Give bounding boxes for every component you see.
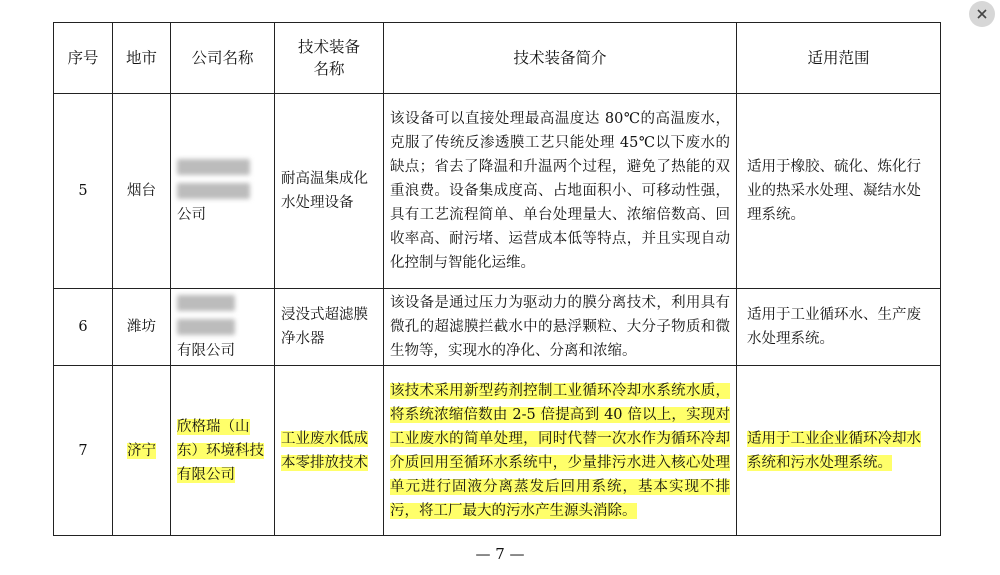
equipment-table (53, 22, 941, 536)
page-number: — 7 — (475, 545, 525, 563)
header-row (54, 23, 941, 94)
header-city: 地市 (113, 23, 171, 94)
row-equipment: 耐高温集成化水处理设备 (275, 94, 384, 289)
company-name: 有限公司 (177, 343, 235, 359)
row-company (171, 94, 275, 289)
table-row (54, 366, 941, 536)
row-equipment: 工业废水低成本零排放技术 (275, 366, 384, 536)
row-intro: 该设备可以直接处理最高温度达 80℃的高温废水，克服了传统反渗透膜工艺只能处理 45℃以下废水的缺点；省去了降温和升温两个过程，避免了热能的双重浪费。设备集成度高、占地面积小、可移动性强，具有工艺流程简单、单台处理量大、浓缩倍数高、回收率高、耐污堵、运营成本低等特点，并且实现自动化控制与智能化运维。 (384, 94, 737, 289)
redacted-text (177, 319, 235, 335)
row-city: 济宁 (113, 366, 171, 536)
header-scope: 适用范围 (737, 23, 941, 94)
header-equipment: 技术装备名称 (275, 23, 384, 94)
company-name: 公司 (177, 207, 206, 223)
row-scope: 适用于工业企业循环冷却水系统和污水处理系统。 (737, 366, 941, 536)
row-equipment: 浸没式超滤膜净水器 (275, 289, 384, 366)
row-company: 欣格瑞（山东）环境科技有限公司 (171, 366, 275, 536)
row-no: 6 (54, 289, 113, 366)
row-no: 7 (54, 366, 113, 536)
redacted-text (177, 159, 250, 175)
row-no: 5 (54, 94, 113, 289)
row-intro: 该技术采用新型药剂控制工业循环冷却水系统水质，将系统浓缩倍数由 2-5 倍提高到 40 倍以上，实现对工业废水的简单处理，同时代替一次水作为循环冷却介质回用至循环水系统中，少量排污水进入核心处理单元进行固液分离蒸发后回用系统，基本实现不排污，将工厂最大的污水产生源头消除。 (384, 366, 737, 536)
row-scope: 适用于工业循环水、生产废水处理系统。 (737, 289, 941, 366)
row-city: 烟台 (113, 94, 171, 289)
close-button[interactable] (969, 1, 995, 27)
row-company (171, 289, 275, 366)
header-no: 序号 (54, 23, 113, 94)
row-intro: 该设备是通过压力为驱动力的膜分离技术，利用具有微孔的超滤膜拦截水中的悬浮颗粒、大分子物质和微生物等，实现水的净化、分离和浓缩。 (384, 289, 737, 366)
redacted-text (177, 183, 250, 199)
table-row (54, 289, 941, 366)
header-intro: 技术装备简介 (384, 23, 737, 94)
close-icon (976, 8, 988, 20)
row-city: 潍坊 (113, 289, 171, 366)
table-row (54, 94, 941, 289)
redacted-text (177, 295, 235, 311)
header-company: 公司名称 (171, 23, 275, 94)
row-scope: 适用于橡胶、硫化、炼化行业的热采水处理、凝结水处理系统。 (737, 94, 941, 289)
